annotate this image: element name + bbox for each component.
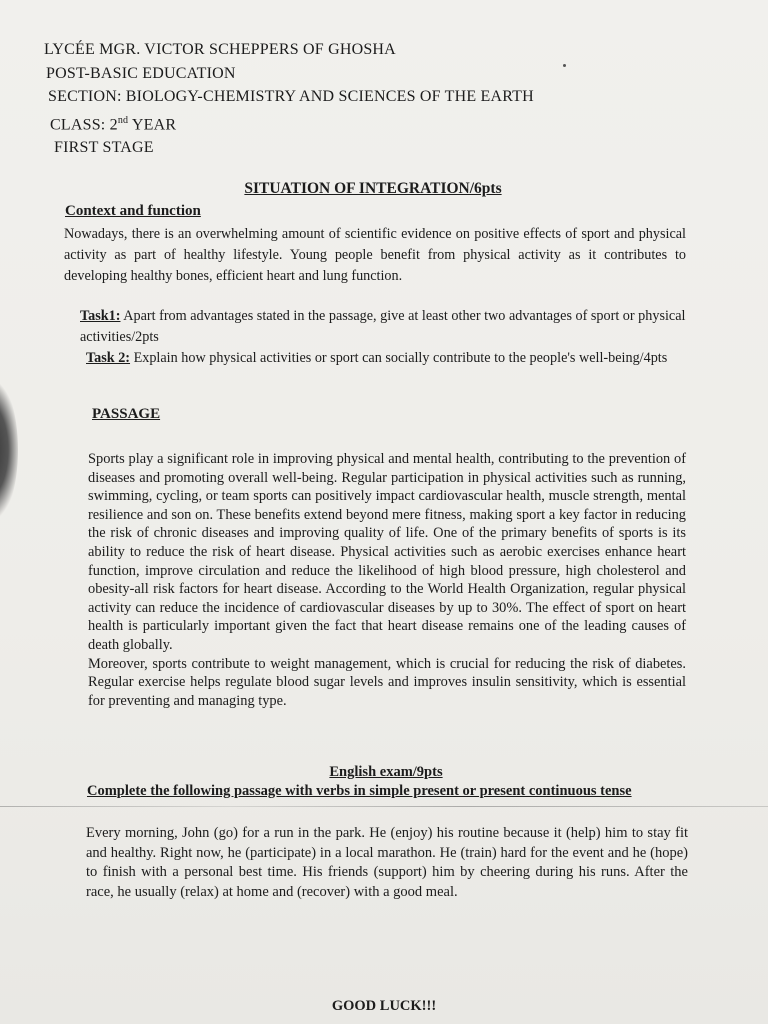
passage-paragraph-1: Sports play a significant role in improving physical and mental health, contributing to the prevention of diseases and promoting overall well-being. Regular participation in physical activities such as running, swimming, cycling, or team sports can positively impact cardiovascular health, muscle strength, mental resilience and son on. These benefits extend beyond mere fitness, making sport a key factor in reducing the risk of chronic diseases and improving quality of life. One of the primary benefits of sports is its ability to reduce the risk of heart disease. Physical activities such as aerobic exercises enhance heart function, improve circulation and reduce the likelihood of high blood pressure, high cholesterol and obesity-all risk factors for heart disease. According to the World Health Organization, regular physical activity can reduce the incidence of cardiovascular diseases by up to 30%. The effect of sport on heart health is particularly important given the fact that heart disease remains one of the leading causes of death globally. <box>88 451 686 653</box>
passage-body <box>88 450 686 710</box>
english-exam-title: English exam/9pts <box>329 764 443 780</box>
integration-title: SITUATION OF INTEGRATION/6pts <box>244 180 502 197</box>
task-2-label: Task 2: <box>86 350 131 366</box>
context-paragraph: Nowadays, there is an overwhelming amount of scientific evidence on positive effects of sport and physical activity as part of healthy lifestyle. Young people benefit from physical activity as it contributes to developing healthy bones, efficient heart and lung function. <box>64 226 686 284</box>
scan-shadow <box>0 380 18 520</box>
class-name <box>50 109 534 137</box>
task-2-text: Explain how physical activities or sport can socially contribute to the people's well-being/4pts <box>130 350 668 366</box>
class-suffix: YEAR <box>128 115 177 133</box>
class-ordinal: nd <box>117 114 129 126</box>
passage-paragraph-2: Moreover, sports contribute to weight management, which is crucial for reducing the risk of diabetes. Regular exercise helps regulate blood sugar levels and improves insulin sensitivity, which is essential for preventing and managing type. <box>88 655 686 709</box>
english-instruction: Complete the following passage with verbs in simple present or present continuous tense <box>87 783 632 799</box>
fold-line <box>0 806 768 807</box>
closing-message: GOOD LUCK!!! <box>331 998 437 1014</box>
context-heading: Context and function <box>65 203 201 219</box>
exam-header <box>44 38 534 160</box>
task-2 <box>86 348 686 369</box>
section-name: SECTION: BIOLOGY-CHEMISTRY AND SCIENCES OF THE EARTH <box>48 88 534 105</box>
program-name: POST-BASIC EDUCATION <box>46 64 236 82</box>
english-exercise: Every morning, John (go) for a run in the park. He (enjoy) his routine because it (help) him to stay fit and healthy. Right now, he (participate) in a local marathon. He (train) hard for the event and he (hope) to finish with a personal best time. His friends (support) him by cheering during his runs. After the race, he usually (relax) at home and (recover) with a good meal. <box>86 825 688 900</box>
task-1-text: Apart from advantages stated in the passage, give at least other two advantages of sport or physical activities/2pts <box>80 308 686 345</box>
task-1-label: Task1: <box>80 308 121 324</box>
task-1 <box>80 306 686 348</box>
task-list <box>80 306 686 369</box>
stage-name: FIRST STAGE <box>54 139 154 157</box>
school-name: LYCÉE MGR. VICTOR SCHEPPERS OF GHOSHA <box>44 41 396 58</box>
scan-speck <box>563 64 566 67</box>
class-prefix: CLASS: 2 <box>50 115 118 133</box>
passage-heading: PASSAGE <box>92 406 161 422</box>
